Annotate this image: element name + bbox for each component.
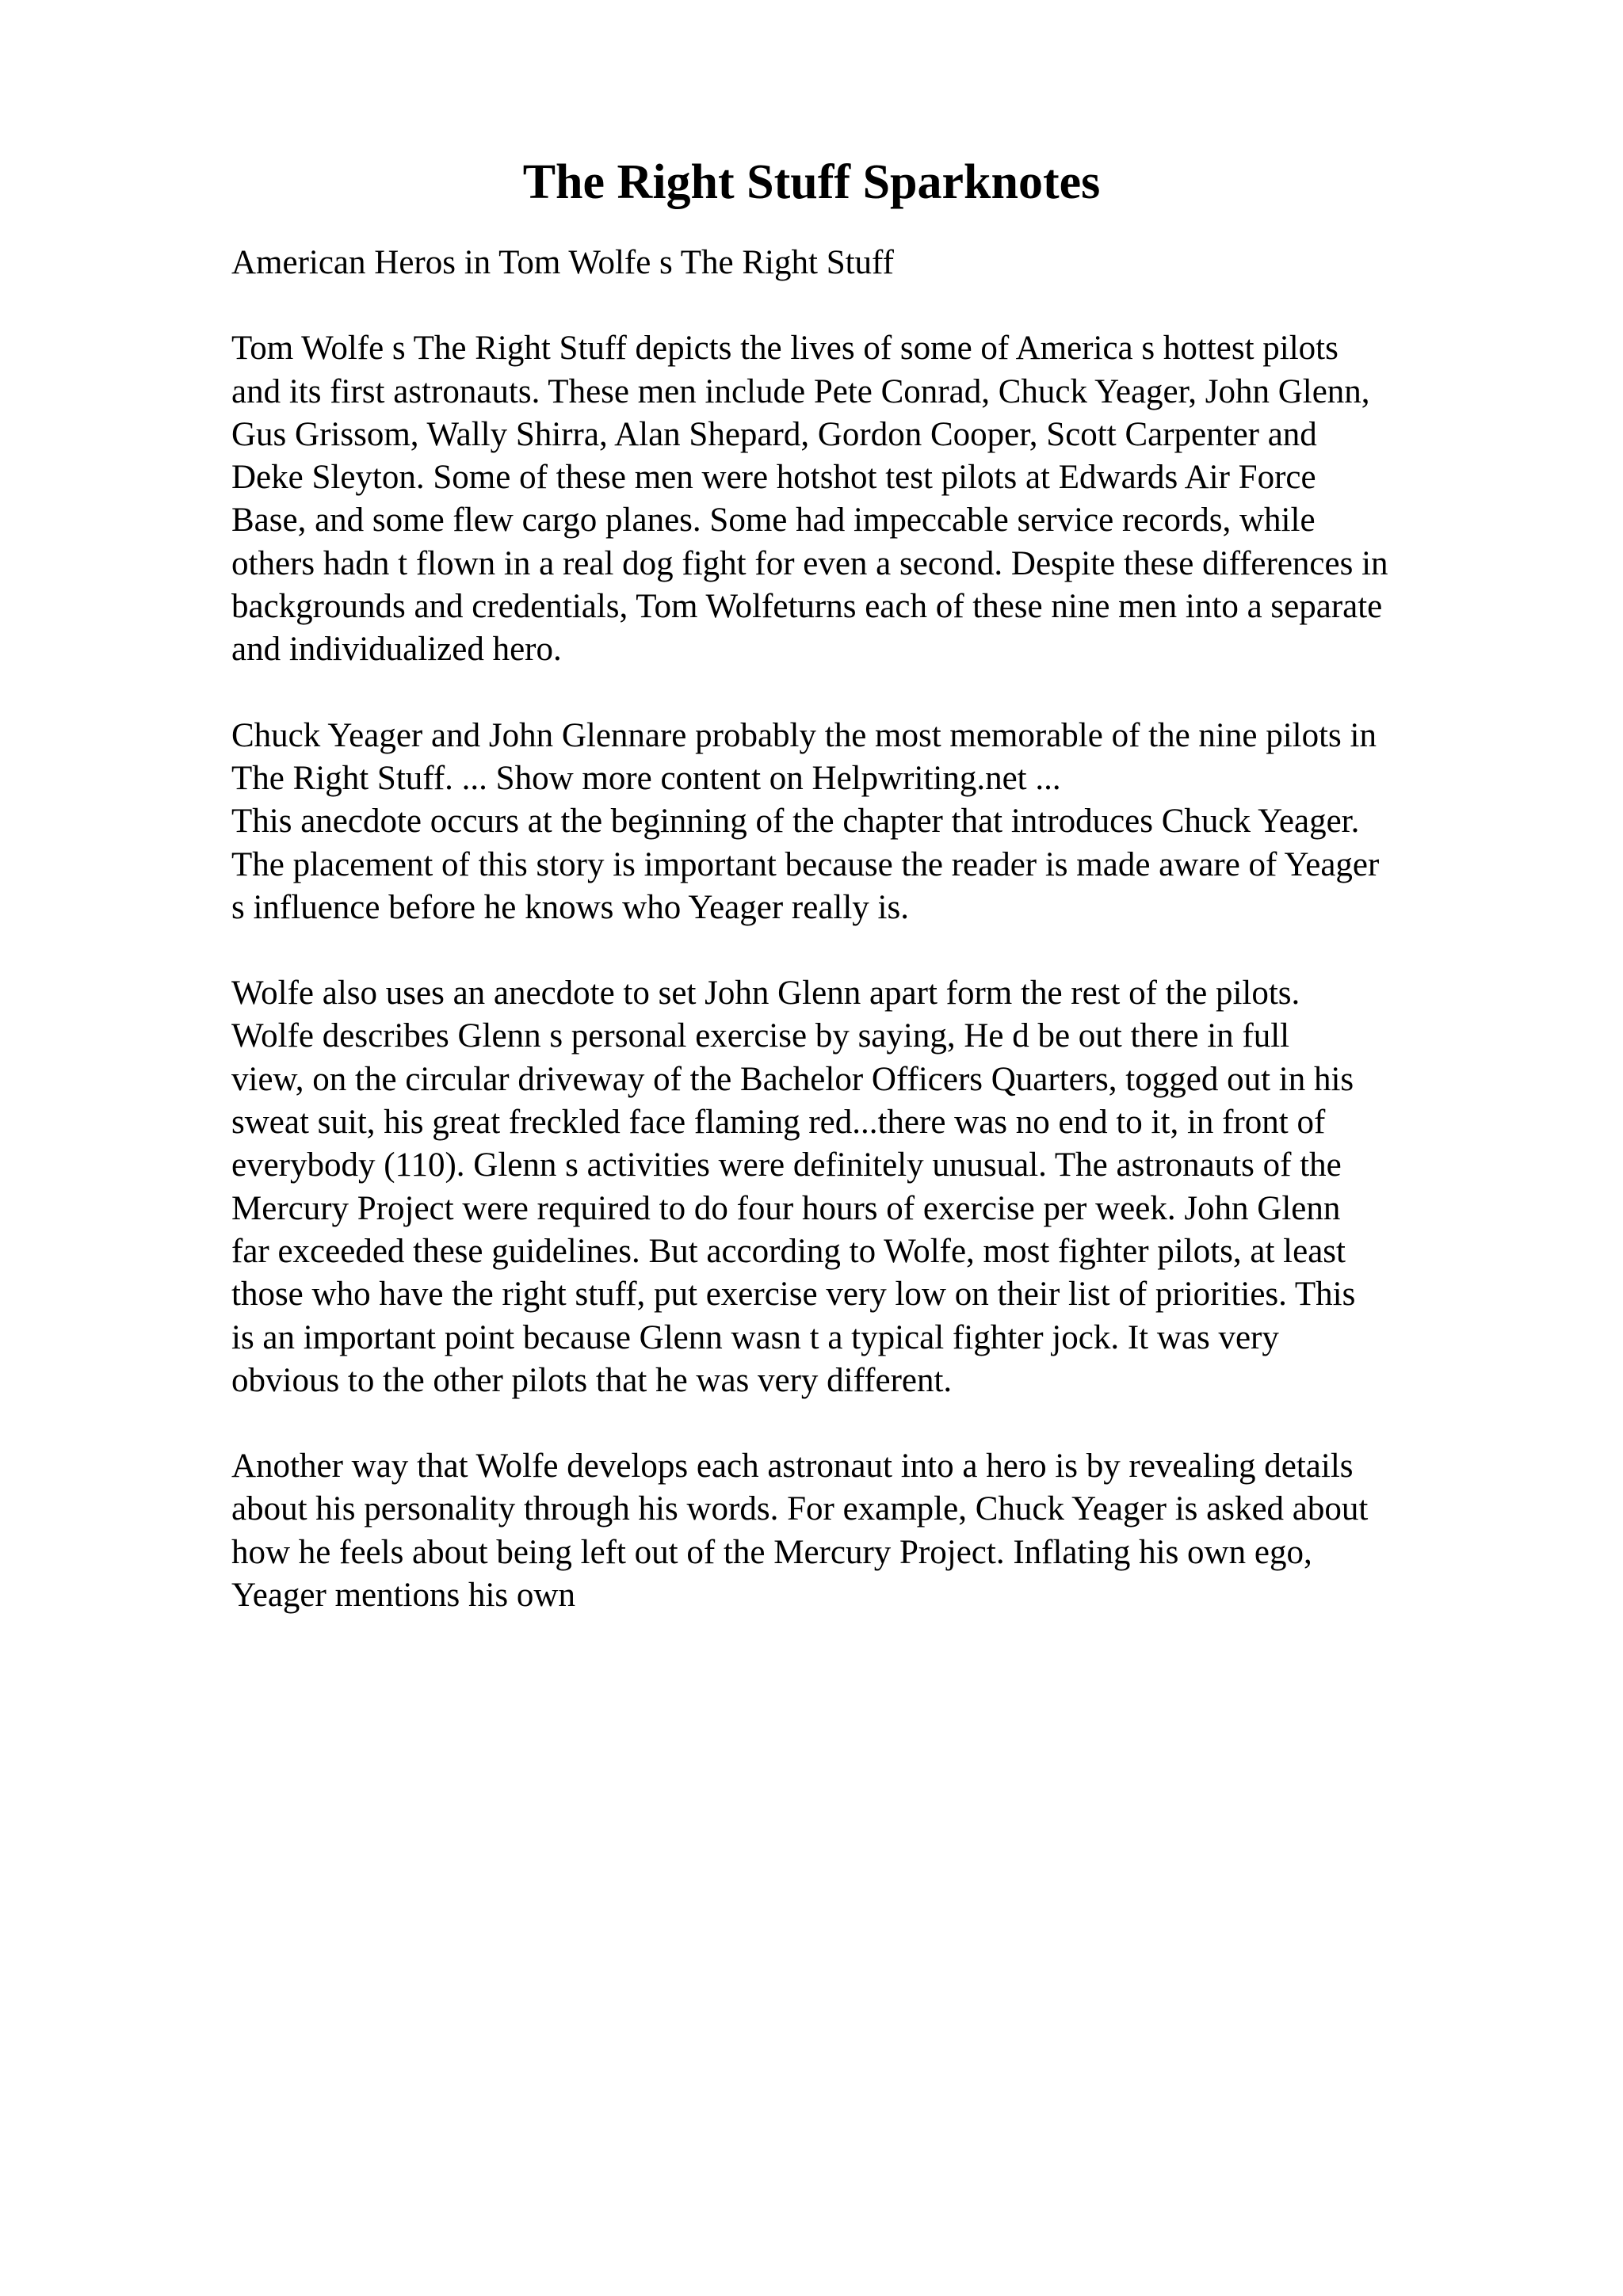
paragraph-personality xyxy=(231,1445,1499,1617)
text-line: s influence before he knows who Yeager really is. xyxy=(231,888,909,926)
text-line: Mercury Project were required to do four hours of exercise per week. John Glenn xyxy=(231,1189,1341,1227)
text-line: is an important point because Glenn wasn t a typical fighter jock. It was very xyxy=(231,1318,1279,1356)
text-line: Tom Wolfe s The Right Stuff depicts the lives of some of America s hottest pilots xyxy=(231,330,1338,368)
text-line: This anecdote occurs at the beginning of the chapter that introduces Chuck Yeager. xyxy=(231,803,1360,841)
text-line: Base, and some flew cargo planes. Some had impeccable service records, while xyxy=(231,502,1316,540)
text-line: and individualized hero. xyxy=(231,631,562,669)
text-line: Wolfe describes Glenn s personal exercise by saying, He d be out there in full xyxy=(231,1017,1290,1055)
paragraph-glenn-anecdote xyxy=(231,972,1499,1402)
text-line: view, on the circular driveway of the Bachelor Officers Quarters, togged out in his xyxy=(231,1060,1354,1098)
text-line: about his personality through his words. For example, Chuck Yeager is asked about xyxy=(231,1490,1369,1528)
text-line: those who have the right stuff, put exercise very low on their list of priorities. This xyxy=(231,1276,1356,1314)
text-line: how he feels about being left out of the Mercury Project. Inflating his own ego, xyxy=(231,1533,1312,1571)
paragraph-memorable-pilots xyxy=(231,715,1499,801)
text-line: The placement of this story is important because the reader is made aware of Yeager xyxy=(231,845,1380,883)
paragraph-intro xyxy=(231,327,1499,671)
text-line: sweat suit, his great freckled face flaming red...there was no end to it, in front of xyxy=(231,1104,1326,1142)
text-line: obvious to the other pilots that he was very different. xyxy=(231,1361,953,1399)
text-line: others hadn t flown in a real dog fight for even a second. Despite these differences in xyxy=(231,544,1388,582)
text-line: Deke Sleyton. Some of these men were hotshot test pilots at Edwards Air Force xyxy=(231,459,1316,497)
text-line: backgrounds and credentials, Tom Wolfeturns each of these nine men into a separate xyxy=(231,588,1383,626)
text-line: Gus Grissom, Wally Shirra, Alan Shepard, Gordon Cooper, Scott Carpenter and xyxy=(231,415,1317,453)
paragraph-yeager-anecdote xyxy=(231,800,1499,929)
document-subtitle: American Heros in Tom Wolfe s The Right Stuff xyxy=(231,244,894,281)
text-line: far exceeded these guidelines. But according to Wolfe, most fighter pilots, at least xyxy=(231,1232,1346,1270)
text-line: Yeager mentions his own xyxy=(231,1577,575,1615)
text-line: everybody (110). Glenn s activities were definitely unusual. The astronauts of the xyxy=(231,1146,1342,1184)
text-line: Chuck Yeager and John Glennare probably the most memorable of the nine pilots in xyxy=(231,716,1377,754)
document-body xyxy=(231,242,1499,1660)
page-title: The Right Stuff Sparknotes xyxy=(522,155,1101,209)
text-line: Another way that Wolfe develops each astronaut into a hero is by revealing details xyxy=(231,1447,1354,1486)
text-line: The Right Stuff. ... Show more content on Helpwriting.net ... xyxy=(231,759,1061,797)
text-line: Wolfe also uses an anecdote to set John Glenn apart form the rest of the pilots. xyxy=(231,974,1300,1013)
text-line: and its first astronauts. These men include Pete Conrad, Chuck Yeager, John Glenn, xyxy=(231,372,1370,410)
